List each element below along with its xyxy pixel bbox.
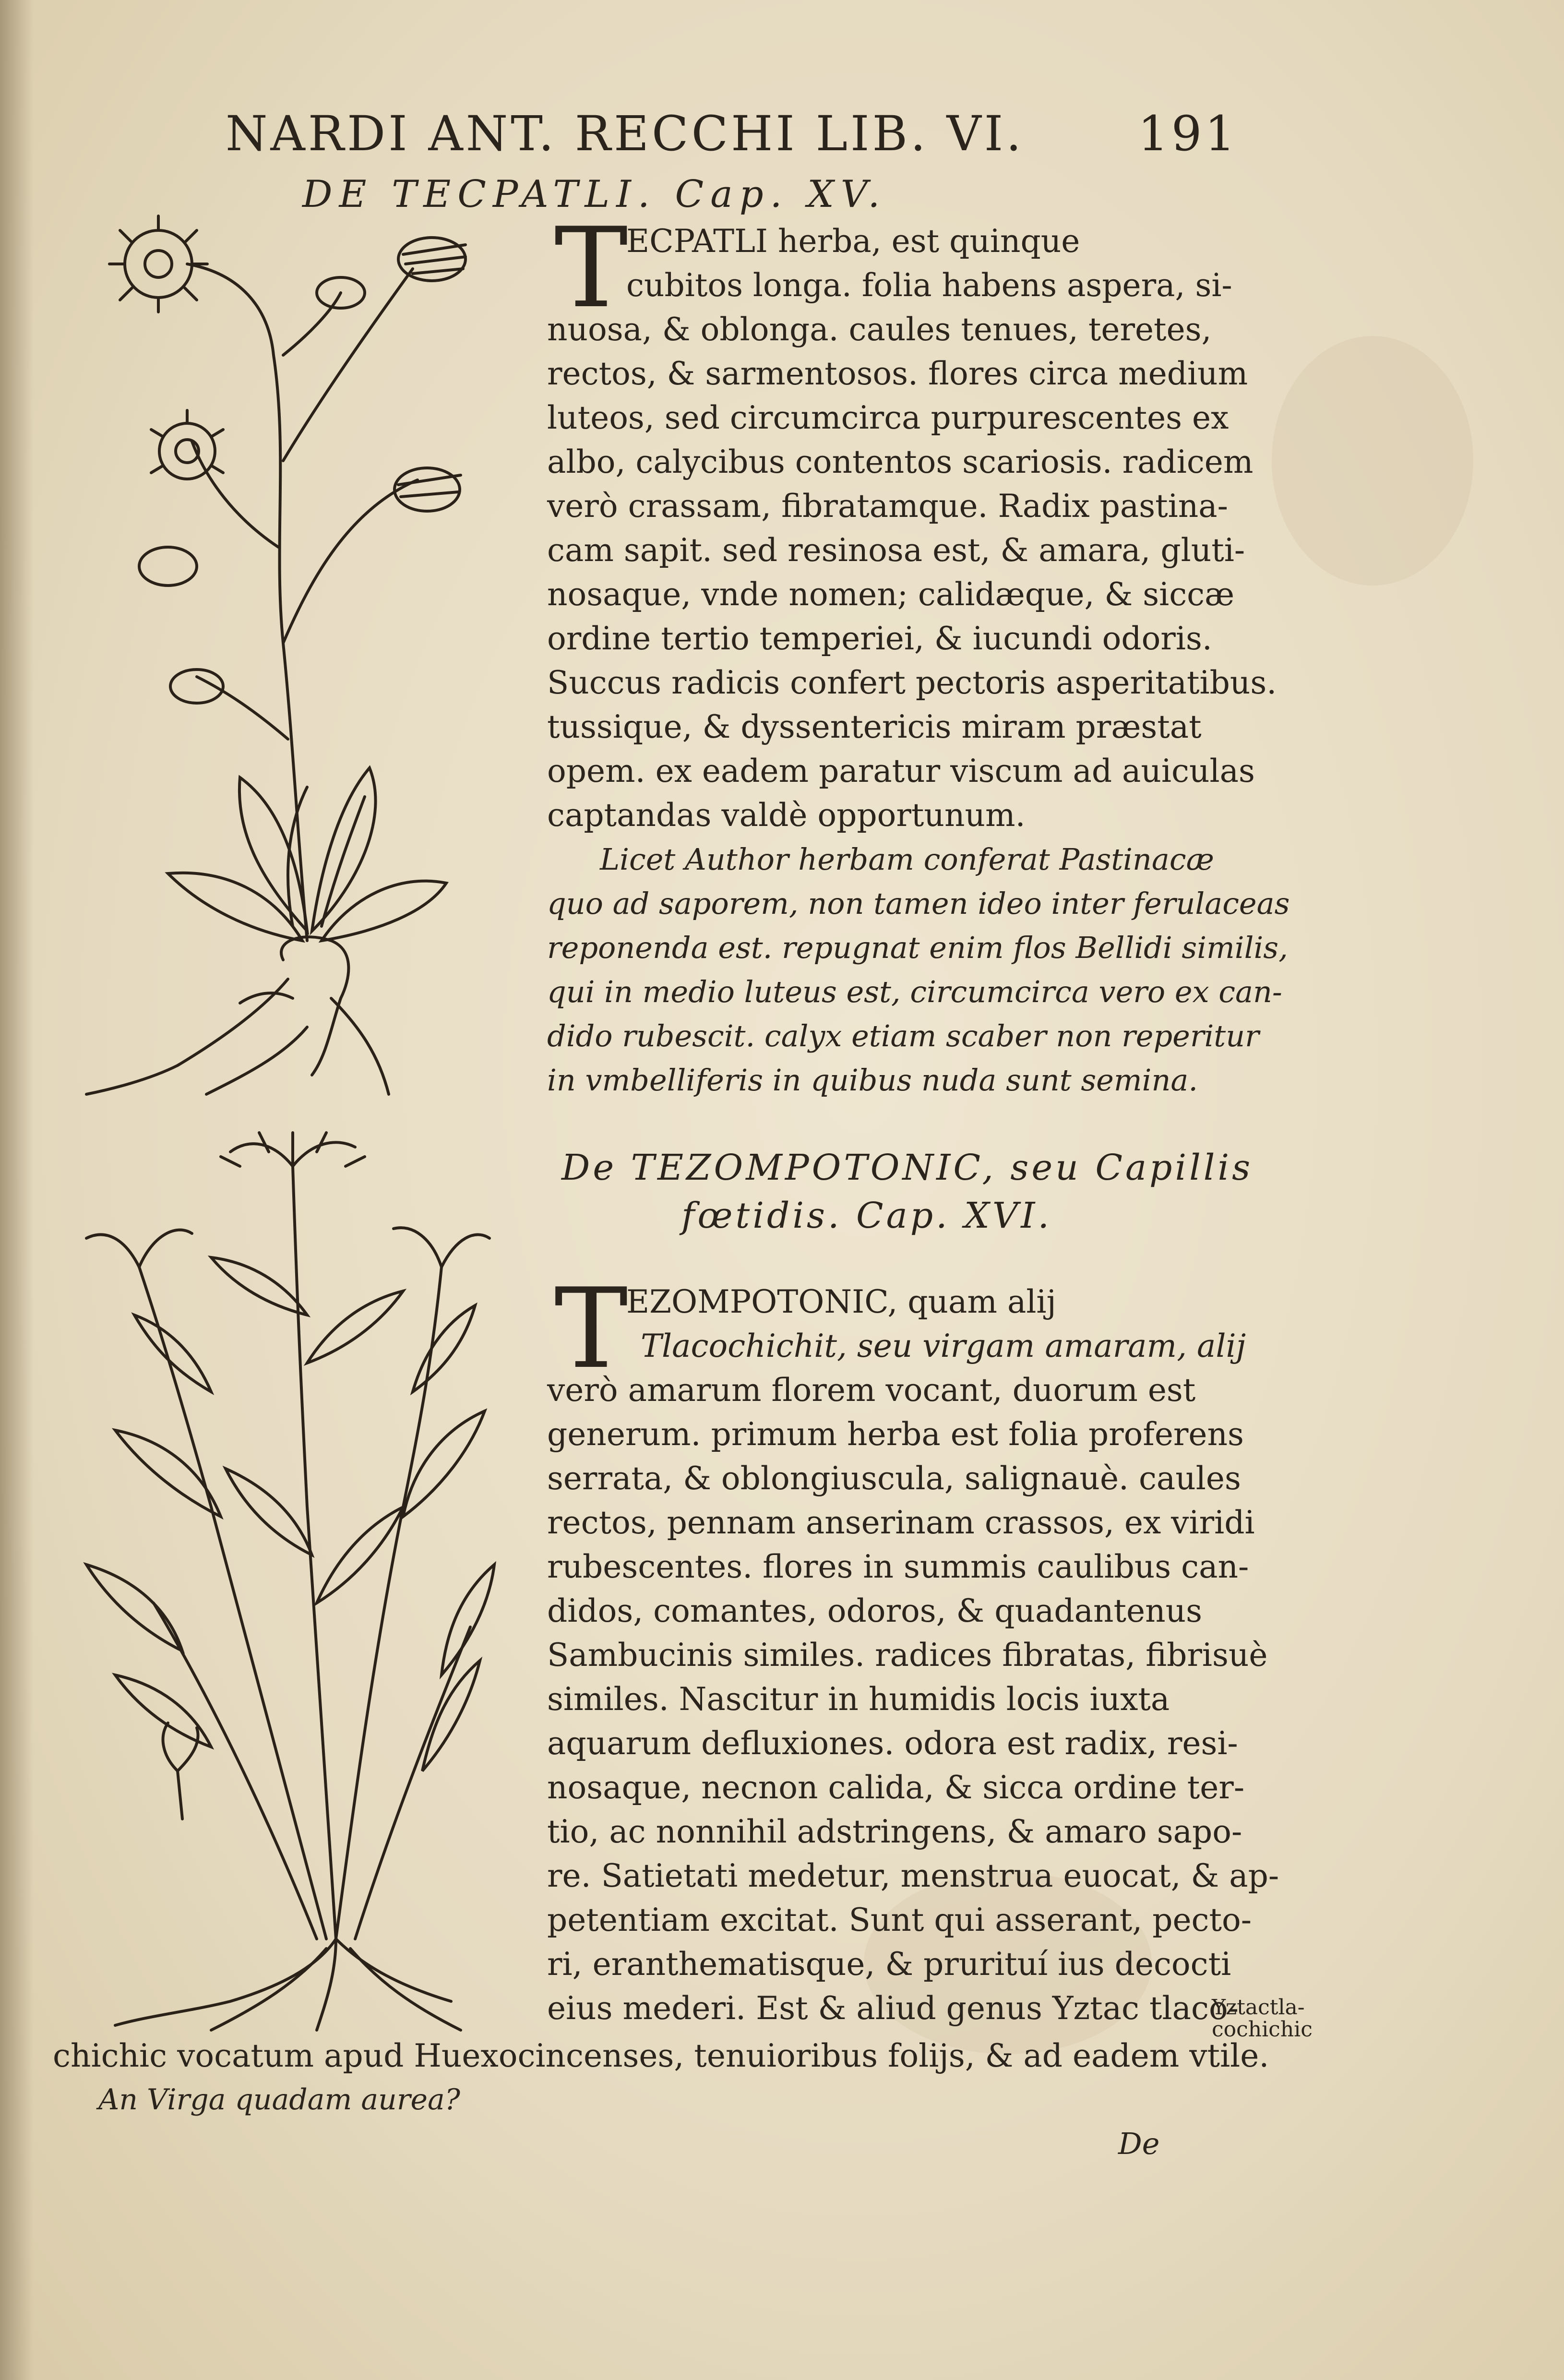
text-line: ri, eranthematisque, & prurituí ius decocti — [547, 1946, 1231, 1983]
margin-note-line: cochichic — [1212, 2017, 1313, 2042]
annotation-line: dido rubescit. calyx etiam scaber non reperitur — [547, 1018, 1259, 1053]
chapter-16-drop-cap: T — [554, 1265, 628, 1393]
text-line: ECPATLI herba, est quinque — [626, 223, 1080, 260]
chapter-15-drop-cap: T — [554, 204, 628, 333]
paper-stain — [1272, 336, 1473, 586]
text-line: albo, calycibus contentos scariosis. radicem — [547, 443, 1254, 480]
margin-note — [1212, 1997, 1313, 2041]
text-line: captandas valdè opportunum. — [547, 797, 1026, 834]
annotation-line: Licet Author herbam conferat Pastinacæ — [600, 842, 1214, 877]
chapter-16-heading: De TEZOMPOTONIC, seu Capillis — [561, 1147, 1254, 1188]
text-line: ordine tertio temperiei, & iucundi odoris. — [547, 620, 1212, 657]
page-number: 191 — [1138, 106, 1238, 162]
text-line: verò amarum florem vocant, duorum est — [547, 1372, 1196, 1409]
text-line: eius mederi. Est & aliud genus Yztac tlaco- — [547, 1990, 1239, 2027]
chapter-16-heading-cont: fœtidis. Cap. XVI. — [681, 1195, 1052, 1236]
text-line: didos, comantes, odoros, & quadantenus — [547, 1592, 1202, 1629]
full-width-text-line: chichic vocatum apud Huexocincenses, tenuioribus folijs, & ad eadem vtile. — [53, 2037, 1269, 2074]
text-line: tio, ac nonnihil adstringens, & amaro sapo- — [547, 1813, 1242, 1850]
annotation-line: quo ad saporem, non tamen ideo inter ferulaceas — [547, 886, 1290, 921]
text-line: nosaque, vnde nomen; calidæque, & siccæ — [547, 576, 1235, 613]
text-line: rectos, & sarmentosos. flores circa medium — [547, 355, 1248, 392]
text-line: Tlacochichit, seu virgam amaram, alij — [641, 1328, 1246, 1364]
annotation-line: reponenda est. repugnat enim flos Bellidi similis, — [547, 930, 1288, 965]
text-line: Sambucinis similes. radices fibratas, fibrisuè — [547, 1637, 1268, 1674]
running-head-title: NARDI ANT. RECCHI LIB. VI. — [226, 106, 1025, 162]
text-line: cubitos longa. folia habens aspera, si- — [626, 267, 1232, 304]
text-line: EZOMPOTONIC, quam alij — [626, 1283, 1056, 1320]
annotation-line: in vmbelliferis in quibus nuda sunt semina. — [547, 1063, 1198, 1098]
page-gutter-shadow — [0, 0, 34, 2380]
woodcut-tecpatli-illustration — [82, 211, 494, 1123]
annotation-line: qui in medio luteus est, circumcirca vero ex can- — [547, 974, 1282, 1009]
running-head — [226, 106, 1238, 168]
text-line: cam sapit. sed resinosa est, & amara, gluti- — [547, 532, 1245, 569]
text-line: nuosa, & oblonga. caules tenues, teretes, — [547, 311, 1212, 348]
catchword: De — [1118, 2126, 1160, 2161]
text-line: verò crassam, fibratamque. Radix pastina- — [547, 488, 1228, 525]
text-line: opem. ex eadem paratur viscum ad auiculas — [547, 753, 1255, 789]
text-line: serrata, & oblongiuscula, salignauè. caules — [547, 1460, 1241, 1497]
text-line: luteos, sed circumcirca purpurescentes ex — [547, 399, 1229, 436]
text-line: similes. Nascitur in humidis locis iuxta — [547, 1681, 1170, 1718]
text-line: rubescentes. flores in summis caulibus can- — [547, 1548, 1249, 1585]
text-line: rectos, pennam anserinam crassos, ex viridi — [547, 1504, 1255, 1541]
text-line: generum. primum herba est folia proferens — [547, 1416, 1244, 1453]
text-line: tussique, & dyssentericis miram præstat — [547, 708, 1202, 745]
margin-note-line: Yztactla- — [1212, 1995, 1305, 2020]
text-line: re. Satietati medetur, menstrua euocat, & ap- — [547, 1857, 1279, 1894]
text-line: petentiam excitat. Sunt qui asserant, pecto- — [547, 1902, 1252, 1938]
text-line: nosaque, necnon calida, & sicca ordine ter- — [547, 1769, 1245, 1806]
woodcut-tezompotonic-illustration — [67, 1123, 499, 2035]
chapter-15-heading: DE TECPATLI. Cap. XV. — [302, 173, 887, 216]
query-line: An Virga quadam aurea? — [98, 2083, 460, 2117]
text-line: Succus radicis confert pectoris asperitatibus. — [547, 664, 1277, 701]
text-line: aquarum defluxiones. odora est radix, resi- — [547, 1725, 1238, 1762]
